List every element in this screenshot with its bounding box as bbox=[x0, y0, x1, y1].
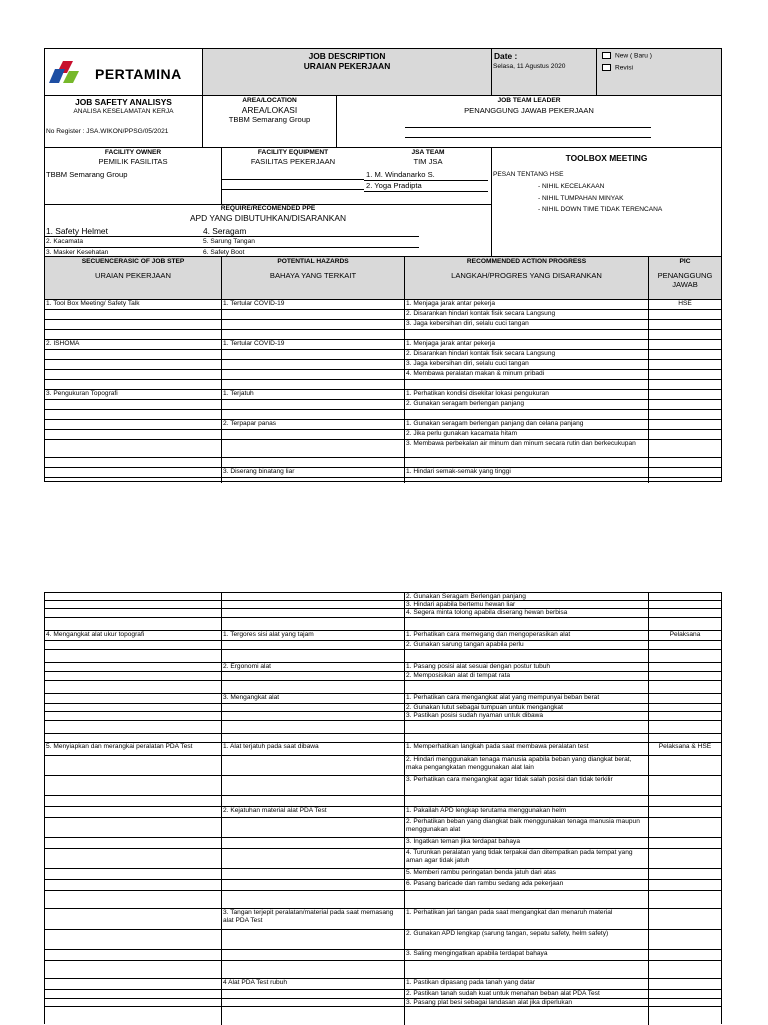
option-new[interactable]: New ( Baru ) bbox=[602, 52, 652, 60]
area-value: TBBM Semarang Group bbox=[228, 115, 311, 124]
job-step-cell: 4. Mengangkat alat ukur topografi bbox=[46, 631, 145, 638]
jsa-title-block bbox=[45, 95, 202, 147]
action-cell: 2. Jika perlu gunakan kacamata hitam bbox=[406, 430, 518, 437]
action-cell: 2. Gunakan Seragam Berlengan panjang bbox=[406, 593, 526, 600]
action-cell: 3. Jaga kebersihan diri, selalu cuci tangan bbox=[406, 320, 529, 327]
hazard-cell: 1. Alat terjatuh pada saat dibawa bbox=[223, 743, 319, 750]
jsa-team-block bbox=[364, 147, 492, 203]
action-cell: 1. Pasang posisi alat sesuai dengan postur tubuh bbox=[406, 663, 551, 670]
table-row bbox=[45, 440, 721, 458]
ppe-item-4: 4. Seragam bbox=[203, 226, 247, 236]
action-cell: 2. Disarankan hindari kontak fisik secara Langsung bbox=[406, 350, 556, 357]
revisi-checkbox[interactable] bbox=[602, 64, 611, 71]
table-row bbox=[45, 776, 721, 796]
action-cell: 1. Perhatikan cara memegang dan mengoperasikan alat bbox=[406, 631, 571, 638]
action-cell: 2. Gunakan seragam berlengan panjang bbox=[406, 400, 525, 407]
action-cell: 3. Ingatkan teman jika terdapat bahaya bbox=[406, 838, 521, 845]
action-cell: 2. Disarankan hindari kontak fisik secara Langsung bbox=[406, 310, 556, 317]
register-number: No Register : JSA.WIKON/PPSG/05/2021 bbox=[46, 128, 169, 135]
hazard-cell: 2. Kejatuhan material alat PDA Test bbox=[223, 807, 327, 814]
column-headers bbox=[45, 257, 721, 299]
action-cell: 2. Hindari menggunakan tenaga manusia apabila beban yang diangkat berat, maka pengangkatan menggunakan alat lain bbox=[406, 756, 632, 771]
area-label: AREA/LOCATION bbox=[242, 97, 297, 104]
leader-label: JOB TEAM LEADER bbox=[497, 97, 561, 104]
action-cell: 1. Perhatikan cara mengangkat alat yang mempunyai beban berat bbox=[406, 694, 600, 701]
table-row bbox=[45, 909, 721, 930]
team-sub: TIM JSA bbox=[413, 157, 443, 166]
page-subtitle: URAIAN PEKERJAAN bbox=[303, 61, 391, 71]
jsa-form-page-1 bbox=[44, 48, 722, 482]
action-cell: 6. Pasang baricade dan rambu sedang ada pekerjaan bbox=[406, 880, 564, 887]
jsa-form-page-2 bbox=[44, 592, 722, 1024]
hazard-cell: 1. Tertular COVID-19 bbox=[223, 340, 285, 347]
job-steps-table-page-1 bbox=[45, 300, 721, 482]
action-cell: 1. Hindari semak-semak yang tinggi bbox=[406, 468, 511, 475]
col-hazard-sub: BAHAYA YANG TERKAIT bbox=[269, 271, 357, 280]
ppe-label: REQUIRE/RECOMENDED PPE bbox=[220, 205, 316, 212]
pic-cell: HSE bbox=[678, 300, 692, 307]
action-cell: 1. Perhatikan jari tangan pada saat mengangkat dan menaruh material bbox=[406, 909, 613, 916]
col-pic-header: PIC bbox=[679, 258, 691, 265]
facility-equipment-block bbox=[222, 147, 364, 203]
job-steps-table-page-2 bbox=[45, 593, 721, 1025]
hazard-cell: 1. Tergores sisi alat yang tajam bbox=[223, 631, 314, 638]
action-cell: 2. Gunakan APD lengkap (sarung tangan, sepatu safety, helm safety) bbox=[406, 930, 609, 937]
action-cell: 1. Memperhatikan langkah pada saat membawa peralatan test bbox=[406, 743, 589, 750]
hazard-cell: 3. Tangan terjepit peralatan/material pada saat memasang alat PDA Test bbox=[223, 909, 394, 924]
toolbox-meeting-block bbox=[492, 147, 721, 264]
table-row bbox=[45, 756, 721, 776]
job-step-cell: 5. Menyiapkan dan merangkai peralatan PDA Test bbox=[46, 743, 193, 750]
job-step-cell: 2. ISHOMA bbox=[46, 340, 80, 347]
job-step-cell: 3. Pengukuran Topografi bbox=[46, 390, 118, 397]
owner-sub: PEMILIK FASILITAS bbox=[98, 157, 168, 166]
action-cell: 1. Menjaga jarak antar pekerja bbox=[406, 300, 496, 307]
action-cell: 2. Perhatikan beban yang diangkat baik menggunakan tenaga manusia maupun menggunakan alat bbox=[406, 818, 640, 833]
col-pic-sub: PENANGGUNG JAWAB bbox=[657, 271, 713, 289]
action-cell: 5. Memberi rambu peringatan benda jatuh dari atas bbox=[406, 869, 556, 876]
action-cell: 3. Pastikan posisi sudah nyaman untuk dibawa bbox=[406, 712, 544, 719]
job-description-header bbox=[203, 49, 491, 95]
action-cell: 1. Pakailah APD lengkap terutama menggunakan helm bbox=[406, 807, 567, 814]
action-cell: 1. Menjaga jarak antar pekerja bbox=[406, 340, 496, 347]
action-cell: 1. Perhatikan kondisi disekitar lokasi pengukuran bbox=[406, 390, 549, 397]
leader-sub: PENANGGUNG JAWAB PEKERJAAN bbox=[464, 106, 594, 115]
date-box bbox=[492, 49, 721, 95]
logo bbox=[45, 49, 202, 95]
toolbox-item-2: - NIHIL TUMPAHAN MINYAK bbox=[538, 195, 624, 202]
col-hazard-header: POTENTIAL HAZARDS bbox=[277, 258, 349, 265]
table-row bbox=[45, 930, 721, 950]
logo-text: PERTAMINA bbox=[95, 66, 182, 82]
action-cell: 3. Pasang plat besi sebagai landasan alat jika diperlukan bbox=[406, 999, 573, 1006]
date-value: Selasa, 11 Agustus 2020 bbox=[493, 63, 566, 70]
table-row bbox=[45, 849, 721, 869]
action-cell: 2. Pastikan tanah sudah kuat untuk menahan beban alat PDA Test bbox=[406, 990, 600, 997]
action-cell: 3. Hindari apabila bertemu hewan liar bbox=[406, 601, 516, 608]
team-label: JSA TEAM bbox=[411, 149, 445, 156]
action-cell: 3. Perhatikan cara mengangkat agar tidak salah posisi dan tidak terkilir bbox=[406, 776, 613, 783]
toolbox-message: PESAN TENTANG HSE bbox=[493, 171, 564, 178]
ppe-item-5: 5. Sarung Tangan bbox=[203, 238, 255, 245]
area-location-block bbox=[203, 95, 336, 147]
pic-cell: Pelaksana bbox=[669, 631, 701, 638]
pertamina-logo-icon bbox=[49, 59, 89, 89]
job-step-cell: 1. Tool Box Meeting/ Safety Talk bbox=[46, 300, 140, 307]
hazard-cell: 3. Diserang binatang liar bbox=[223, 468, 295, 475]
date-label: Date : bbox=[494, 51, 518, 61]
col-step-header: SECUENCERASIC OF JOB STEP bbox=[81, 258, 185, 265]
action-cell: 4. Membawa peralatan makan & minum pribadi bbox=[406, 370, 545, 377]
action-cell: 2. Gunakan lutut sebagai tumpuan untuk mengangkat bbox=[406, 704, 563, 711]
col-action-header: RECOMMENDED ACTION PROGRESS bbox=[466, 258, 587, 265]
owner-label: FACILITY OWNER bbox=[104, 149, 162, 156]
action-cell: 2. Memposisikan alat di tempat rata bbox=[406, 672, 511, 679]
ppe-item-1: 1. Safety Helmet bbox=[46, 226, 108, 236]
action-cell: 4. Turunkan peralatan yang tidak terpakai dan ditempatkan pada tempat yang aman agar tidak jatuh bbox=[406, 849, 633, 864]
table-row bbox=[45, 891, 721, 909]
jsa-subtitle: ANALISA KESELAMATAN KERJA bbox=[73, 108, 174, 115]
hazard-cell: 2. Terpapar panas bbox=[223, 420, 277, 427]
toolbox-item-1: - NIHIL KECELAKAAN bbox=[538, 183, 605, 190]
equipment-label: FACILITY EQUIPMENT bbox=[257, 149, 329, 156]
col-action-sub: LANGKAH/PROGRES YANG DISARANKAN bbox=[451, 271, 602, 280]
owner-value: TBBM Semarang Group bbox=[46, 170, 128, 179]
table-row bbox=[45, 961, 721, 979]
action-cell: 4. Segera minta tolong apabila diserang hewan berbisa bbox=[406, 609, 568, 616]
equipment-sub: FASILITAS PEKERJAAN bbox=[250, 157, 336, 166]
action-cell: 3. Membawa perbekalan air minum dan minum secara rutin dan berkecukupan bbox=[406, 440, 636, 447]
facility-owner-block bbox=[45, 147, 221, 203]
ppe-sub: APD YANG DIBUTUHKAN/DISARANKAN bbox=[189, 213, 347, 223]
new-checkbox[interactable] bbox=[602, 52, 611, 59]
jsa-title: JOB SAFETY ANALISYS bbox=[75, 97, 172, 107]
hazard-cell: 4 Alat PDA Test rubuh bbox=[223, 979, 288, 986]
action-cell: 3. Saling mengingatkan apabila terdapat bahaya bbox=[406, 950, 548, 957]
page-title: JOB DESCRIPTION bbox=[308, 51, 386, 61]
hazard-cell: 2. Ergonomi alat bbox=[223, 663, 272, 670]
action-cell: 3. Jaga kebersihan diri, selalu cuci tangan bbox=[406, 360, 529, 367]
hazard-cell: 1. Tertular COVID-19 bbox=[223, 300, 285, 307]
ppe-item-2: 2. Kacamata bbox=[46, 238, 84, 245]
toolbox-title: TOOLBOX MEETING bbox=[565, 153, 648, 163]
area-sub: AREA/LOKASI bbox=[241, 105, 298, 115]
action-cell: 1. Gunakan seragam berlengan panjang dan celana panjang bbox=[406, 420, 584, 427]
team-member-1: 1. M. Windanarko S. bbox=[366, 170, 435, 179]
toolbox-item-3: - NIHIL DOWN TIME TIDAK TERENCANA bbox=[538, 206, 663, 213]
ppe-item-3: 3. Masker Kesehatan bbox=[46, 249, 109, 256]
team-leader-block bbox=[337, 95, 721, 147]
hazard-cell: 1. Terjatuh bbox=[223, 390, 254, 397]
col-step-sub: URAIAN PEKERJAAN bbox=[95, 271, 171, 280]
action-cell: 1. Pastikan dipasang pada tanah yang datar bbox=[406, 979, 536, 986]
ppe-item-6: 6. Safety Boot bbox=[203, 249, 245, 256]
pic-cell: Pelaksana & HSE bbox=[658, 743, 712, 750]
table-row bbox=[45, 818, 721, 838]
team-member-2: 2. Yoga Pradipta bbox=[366, 181, 422, 190]
option-revisi[interactable]: Revisi bbox=[602, 64, 633, 72]
hazard-cell: 3. Mengangkat alat bbox=[223, 694, 280, 701]
action-cell: 2. Gunakan sarung tangan apabila perlu bbox=[406, 641, 524, 648]
ppe-block bbox=[45, 204, 491, 264]
